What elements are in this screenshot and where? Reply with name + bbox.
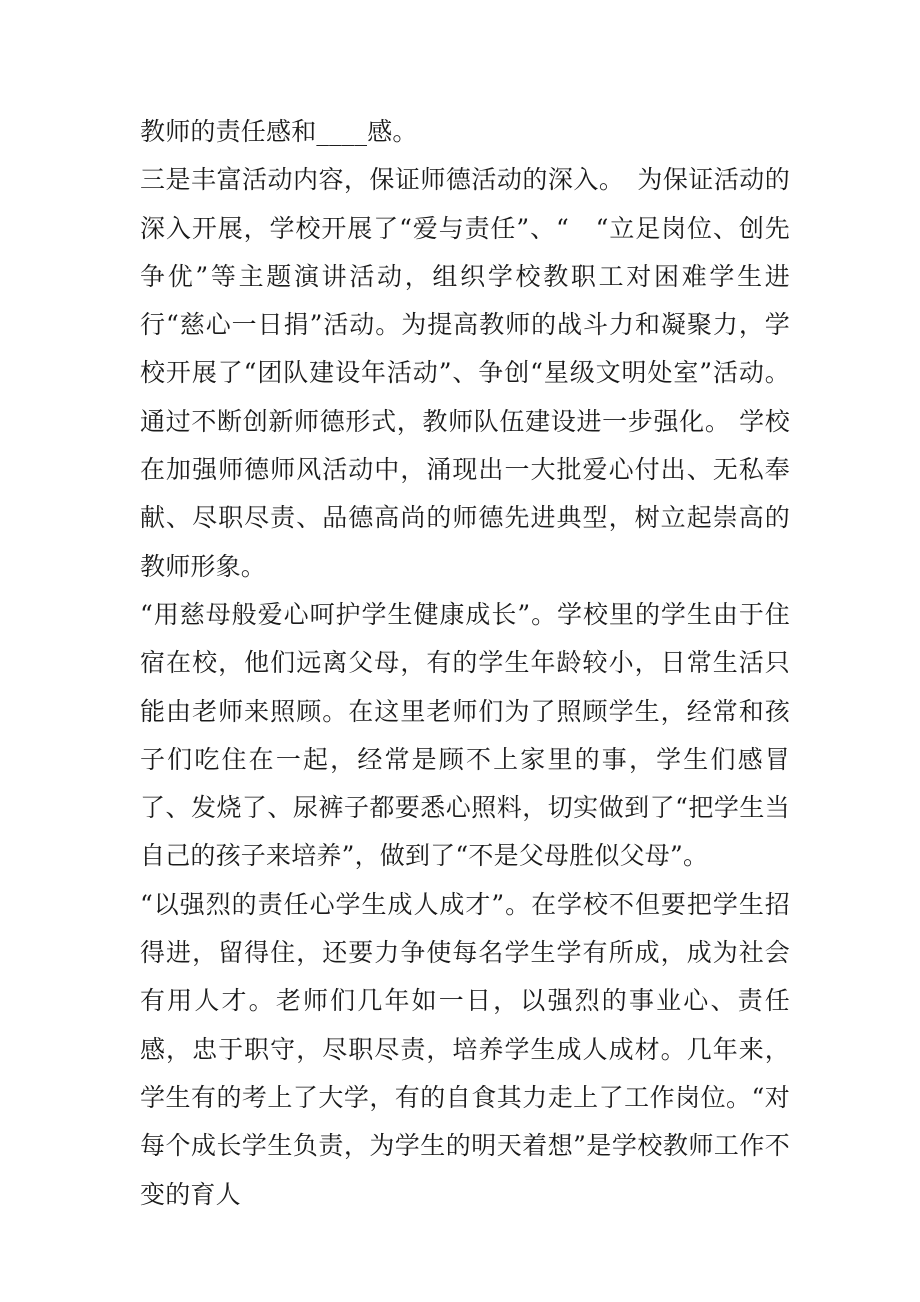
paragraph-2: 三是丰富活动内容，保证师德活动的深入。 为保证活动的深入开展，学校开展了“爱与责任”、“ “立足岗位、创先争优”等主题演讲活动，组织学校教职工对困难学生进行“慈心一日捐”活动。为提高教师的战斗力和凝聚力，学校开展了“团队建设年活动”、争创“星级文明处室”活动。通过不断创新师德形式，教师队伍建设进一步强化。 学校在加强师德师风活动中，涌现出一大批爱心付出、无私奉献、尽职尽责、品德高尚的师德先进典型，树立起崇高的教师形象。 <box>140 165 790 581</box>
paragraph-3: “用慈母般爱心呵护学生健康成长”。学校里的学生由于住宿在校，他们远离父母，有的学生年龄较小，日常生活只能由老师来照顾。在这里老师们为了照顾学生，经常和孩子们吃住在一起，经常是顾不上家里的事，学生们感冒了、发烧了、尿裤子都要悉心照料，切实做到了“把学生当自己的孩子来培养”，做到了“不是父母胜似父母”。 <box>140 599 790 871</box>
paragraph-4: “以强烈的责任心学生成人成才”。在学校不但要把学生招得进，留得住，还要力争使每名学生学有所成，成为社会有用人才。老师们几年如一日，以强烈的事业心、责任感，忠于职守，尽职尽责，培养学生成人成材。几年来，学生有的考上了大学，有的自食其力走上了工作岗位。“对每个成长学生负责，为学生的明天着想”是学校教师工作不变的育人 <box>140 889 790 1209</box>
document-body <box>140 108 790 1219</box>
paragraph-1: 教师的责任感和____感。 <box>140 117 418 146</box>
